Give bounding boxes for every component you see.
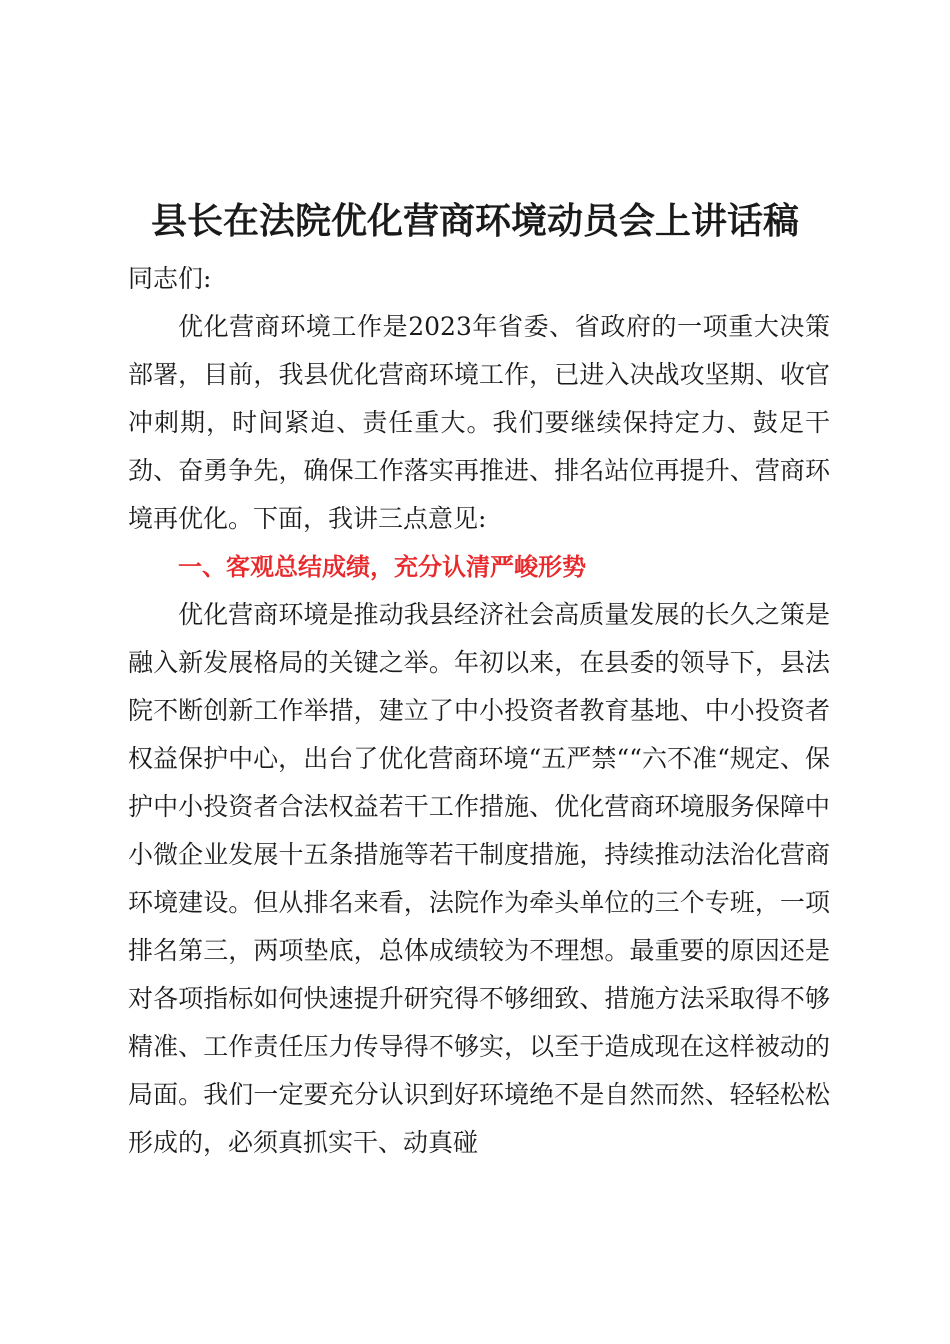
- salutation: 同志们:: [128, 264, 212, 293]
- intro-paragraph: 优化营商环境工作是2023年省委、省政府的一项重大决策部署，目前，我县优化营商环境工作，已进入决战攻坚期、收官冲刺期，时间紧迫、责任重大。我们要继续保持定力、鼓足干劲、奋勇争先，确保工作落实再推进、排名站位再提升、营商环境再优化。下面，我讲三点意见:: [128, 312, 830, 533]
- document-body: [128, 255, 830, 1167]
- section-1-paragraph: 优化营商环境是推动我县经济社会高质量发展的长久之策是融入新发展格局的关键之举。年初以来，在县委的领导下，县法院不断创新工作举措，建立了中小投资者教育基地、中小投资者权益保护中心，出台了优化营商环境“五严禁““六不准“规定、保护中小投资者合法权益若干工作措施、优化营商环境服务保障中小微企业发展十五条措施等若干制度措施，持续推动法治化营商环境建设。但从排名来看，法院作为牵头单位的三个专班，一项排名第三，两项垫底，总体成绩较为不理想。最重要的原因还是对各项指标如何快速提升研究得不够细致、措施方法采取得不够精准、工作责任压力传导得不够实，以至于造成现在这样被动的局面。我们一定要充分认识到好环境绝不是自然而然、轻轻松松形成的，必须真抓实干、动真碰: [128, 600, 830, 1157]
- document-title: 县长在法院优化营商环境动员会上讲话稿: [150, 200, 799, 242]
- section-heading-1: 一、客观总结成绩，充分认清严峻形势: [178, 553, 586, 581]
